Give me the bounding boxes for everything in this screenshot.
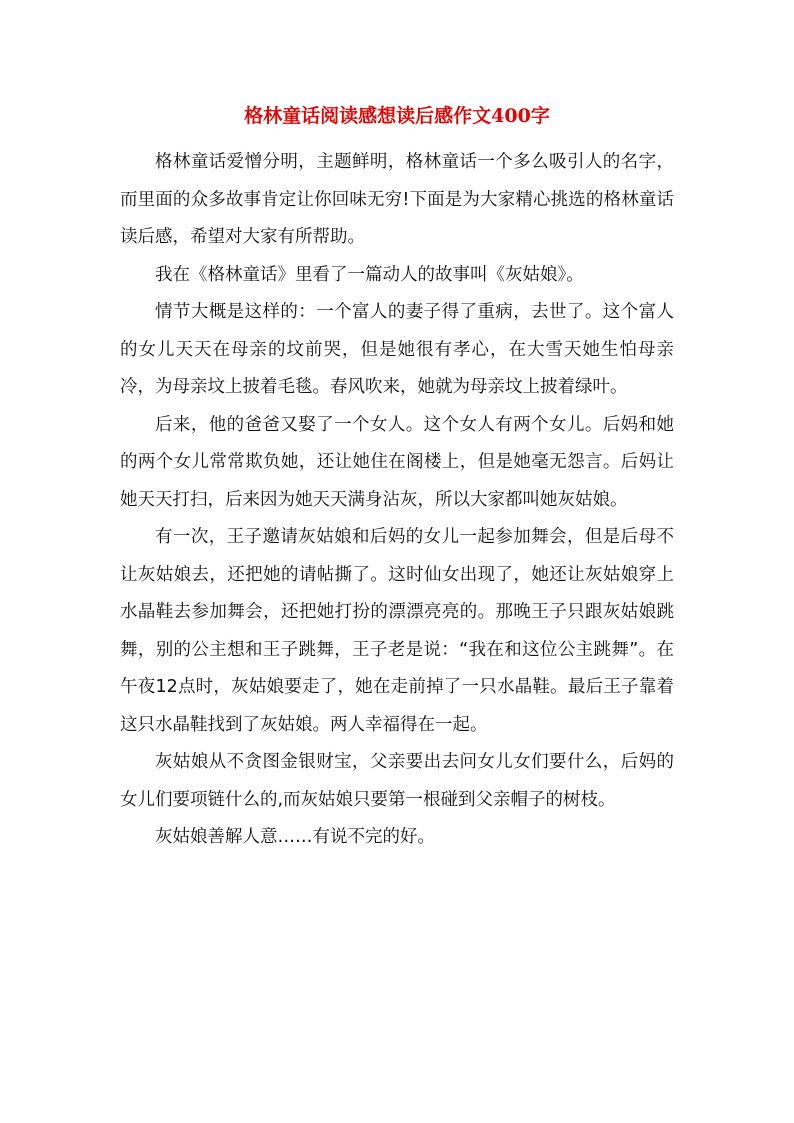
paragraph-intro: 格林童话爱憎分明，主题鲜明，格林童话一个多么吸引人的名字，而里面的众多故事肯定让你回味无穷!下面是为大家精心挑选的格林童话读后感，希望对大家有所帮助。 <box>120 152 674 247</box>
document-body <box>120 144 674 857</box>
paragraph-ball: 有一次，王子邀请灰姑娘和后妈的女儿一起参加舞会，但是后母不让灰姑娘去，还把她的请帖撕了。这时仙女出现了，她还让灰姑娘穿上水晶鞋去参加舞会，还把她打扮的漂漂亮亮的。那晚王子只跟灰姑娘跳舞，别的公主想和王子跳舞，王子老是说：“我在和这位公主跳舞”。在午夜12点时，灰姑娘要走了，她在走前掉了一只水晶鞋。最后王子靠着这只水晶鞋找到了灰姑娘。两人幸福得在一起。 <box>120 527 674 735</box>
paragraph-stepmother: 后来，他的爸爸又娶了一个女人。这个女人有两个女儿。后妈和她的两个女儿常常欺负她，还让她住在阁楼上，但是她毫无怨言。后妈让她天天打扫，后来因为她天天满身沾灰，所以大家都叫她灰姑娘。 <box>120 414 674 510</box>
document-title: 格林童话阅读感想读后感作文400字 <box>244 105 550 127</box>
paragraph-story-name: 我在《格林童话》里看了一篇动人的故事叫《灰姑娘》。 <box>155 264 584 285</box>
paragraph-conclusion: 灰姑娘善解人意……有说不完的好。 <box>155 827 435 847</box>
paragraph-virtue: 灰姑娘从不贪图金银财宝，父亲要出去问女儿女们要什么，后妈的女儿们要项链什么的,而灰姑娘只要第一根碰到父亲帽子的树枝。 <box>120 752 674 810</box>
paragraph-plot: 情节大概是这样的：一个富人的妻子得了重病，去世了。这个富人的女儿天天在母亲的坟前哭，但是她很有孝心，在大雪天她生怕母亲冷，为母亲坟上披着毛毯。春风吹来，她就为母亲坟上披着绿叶。 <box>120 302 674 397</box>
